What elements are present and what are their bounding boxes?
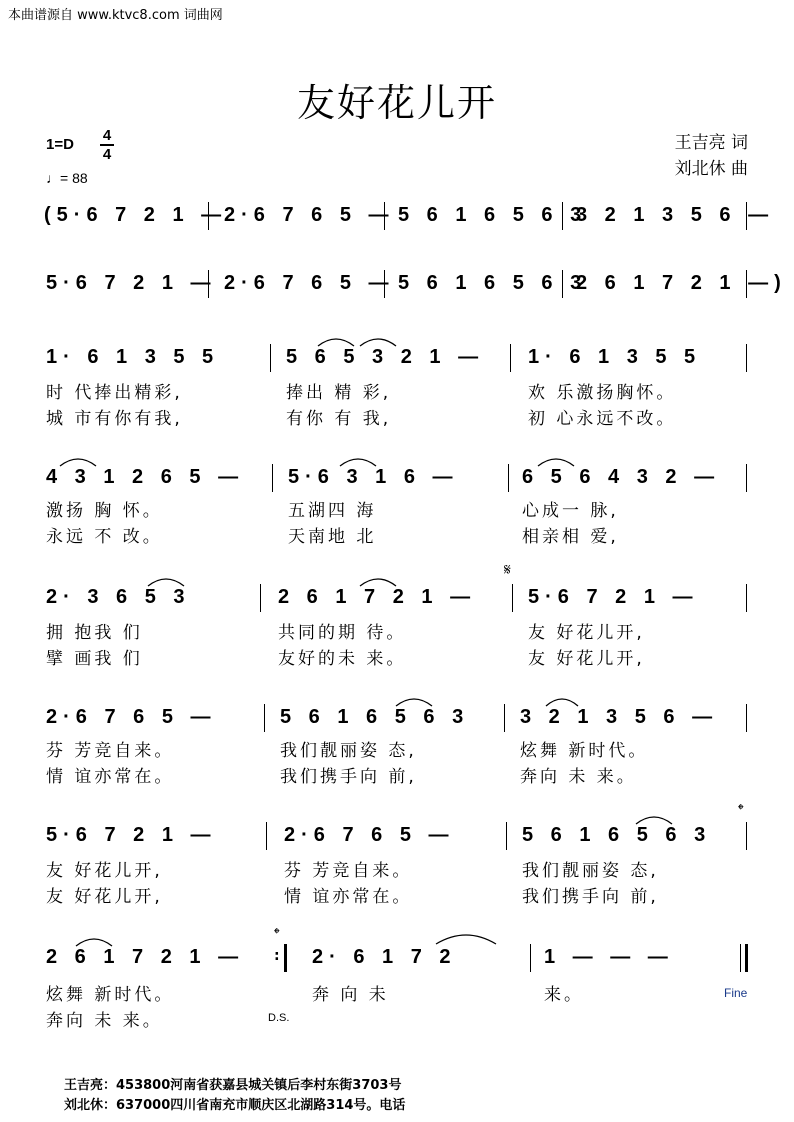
barline xyxy=(746,822,747,850)
barline xyxy=(530,944,531,972)
lyric: 奔向 未 来。 xyxy=(520,767,637,787)
measure: 5 6 1 6 5 6 3 xyxy=(398,204,588,226)
lyric: 奔向 未 来。 xyxy=(46,1011,163,1031)
final-barline-thin xyxy=(740,944,741,972)
barline xyxy=(562,202,563,230)
measure: 2 6 1 7 2 1 — xyxy=(278,586,477,608)
composer-credit: 刘北休 曲 xyxy=(674,159,748,179)
barline xyxy=(746,270,747,298)
barline xyxy=(384,270,385,298)
composer-address: 刘北休：637000四川省南充市顺庆区北湖路314号。电话 xyxy=(64,1098,406,1113)
measure: 5 6 1 6 5 6 3 xyxy=(280,706,470,728)
barline xyxy=(504,704,505,732)
lyric: 擘 画我 们 xyxy=(46,649,143,669)
measure: 6 5 6 4 3 2 — xyxy=(522,466,721,488)
lyric: 奔 向 未 xyxy=(312,985,389,1005)
measure: 5 6 1 6 5 6 3 xyxy=(398,272,588,294)
measure: 3 2 1 3 5 6 — xyxy=(576,204,775,226)
barline xyxy=(746,584,747,612)
lyric: 炫舞 新时代。 xyxy=(520,741,649,761)
lyric: 有你 有 我, xyxy=(286,409,392,429)
time-signature xyxy=(100,128,114,162)
measure: 2·6 7 6 5 — xyxy=(224,272,395,294)
measure: (5·6 7 2 1 — xyxy=(44,204,228,226)
measure: 2· 3 6 5 3 xyxy=(46,586,191,608)
repeat-barline xyxy=(284,944,287,972)
fine-mark: Fine xyxy=(724,986,748,1000)
lyric: 芬 芳竞自来。 xyxy=(46,741,175,761)
measure: 2·6 7 6 5 — xyxy=(224,204,395,226)
barline xyxy=(270,344,271,372)
measure: 5·6 7 2 1 — xyxy=(46,272,217,294)
barline xyxy=(272,464,273,492)
lyric: 情 谊亦常在。 xyxy=(284,887,413,907)
measure: 5 6 1 6 5 6 3 xyxy=(522,824,712,846)
lyric: 芬 芳竞自来。 xyxy=(284,861,413,881)
barline xyxy=(260,584,261,612)
measure: 1· 6 1 3 5 5 xyxy=(528,346,702,368)
barline xyxy=(384,202,385,230)
tempo-marking: ♩= 88 xyxy=(46,170,88,186)
source-watermark: 本曲谱源自 www.ktvc8.com 词曲网 xyxy=(8,8,223,23)
barline xyxy=(506,822,507,850)
measure: 2 6 1 7 2 1 — xyxy=(46,946,245,968)
measure: 5·6 7 2 1 — xyxy=(528,586,699,608)
lyric: 友 好花儿开, xyxy=(46,887,163,907)
lyric: 我们靓丽姿 态, xyxy=(280,741,417,761)
barline xyxy=(264,704,265,732)
measure: 5·6 7 2 1 — xyxy=(46,824,217,846)
lyric: 拥 抱我 们 xyxy=(46,623,143,643)
segno-icon: 𝄋 xyxy=(504,560,511,579)
quarter-note-icon: ♩ xyxy=(46,170,60,186)
measure: 2·6 7 6 5 — xyxy=(284,824,455,846)
measure: 1· 6 1 3 5 5 xyxy=(46,346,220,368)
lyric: 时 代捧出精彩, xyxy=(46,383,183,403)
lyric: 共同的期 待。 xyxy=(278,623,407,643)
barline xyxy=(510,344,511,372)
coda-icon: 𝄌 xyxy=(274,924,280,943)
lyric: 相亲相 爱, xyxy=(522,527,619,547)
measure: 5 6 5 3 2 1 — xyxy=(286,346,485,368)
measure: 1 — — — xyxy=(544,946,674,968)
lyric: 友 好花儿开, xyxy=(528,649,645,669)
repeat-dots: : xyxy=(274,948,280,964)
lyric: 友 好花儿开, xyxy=(46,861,163,881)
lyric: 五湖四 海 xyxy=(288,501,377,521)
barline xyxy=(266,822,267,850)
lyric: 激扬 胸 怀。 xyxy=(46,501,163,521)
lyricist-address: 王吉亮：453800河南省获嘉县城关镇后李村东街3703号 xyxy=(64,1078,402,1093)
barline xyxy=(746,464,747,492)
barline xyxy=(746,344,747,372)
barline xyxy=(562,270,563,298)
lyric: 友 好花儿开, xyxy=(528,623,645,643)
barline xyxy=(208,202,209,230)
measure: 4 3 1 2 6 5 — xyxy=(46,466,245,488)
lyric: 我们携手向 前, xyxy=(522,887,659,907)
measure: 2·6 7 6 5 — xyxy=(46,706,217,728)
lyric: 欢 乐激扬胸怀。 xyxy=(528,383,677,403)
time-bottom: 4 xyxy=(102,146,112,163)
lyric: 捧出 精 彩, xyxy=(286,383,392,403)
lyric: 心成一 脉, xyxy=(522,501,619,521)
barline xyxy=(746,202,747,230)
lyric: 友好的未 来。 xyxy=(278,649,407,669)
final-barline-thick xyxy=(745,944,748,972)
song-title: 友好花儿开 xyxy=(296,81,497,125)
lyric: 情 谊亦常在。 xyxy=(46,767,175,787)
lyric: 来。 xyxy=(544,985,584,1005)
time-top: 4 xyxy=(102,127,112,144)
barline xyxy=(208,270,209,298)
measure: 2· 6 1 7 2 xyxy=(312,946,457,968)
measure: 3 2 1 3 5 6 — xyxy=(520,706,719,728)
lyric: 初 心永远不改。 xyxy=(528,409,677,429)
barline xyxy=(508,464,509,492)
key-signature: 1=D xyxy=(46,136,74,153)
measure: 5·6 3 1 6 — xyxy=(288,466,459,488)
lyric: 我们携手向 前, xyxy=(280,767,417,787)
measure: 2 6 1 7 2 1 —) xyxy=(576,272,787,294)
lyric: 永远 不 改。 xyxy=(46,527,163,547)
lyric: 天南地 北 xyxy=(288,527,377,547)
lyric: 我们靓丽姿 态, xyxy=(522,861,659,881)
lyric: 炫舞 新时代。 xyxy=(46,985,175,1005)
barline xyxy=(746,704,747,732)
da-segno-mark: D.S. xyxy=(268,1012,290,1024)
lyric: 城 市有你有我, xyxy=(46,409,183,429)
lyricist-credit: 王吉亮 词 xyxy=(674,133,748,153)
barline xyxy=(512,584,513,612)
coda-icon: 𝄌 xyxy=(738,800,744,819)
